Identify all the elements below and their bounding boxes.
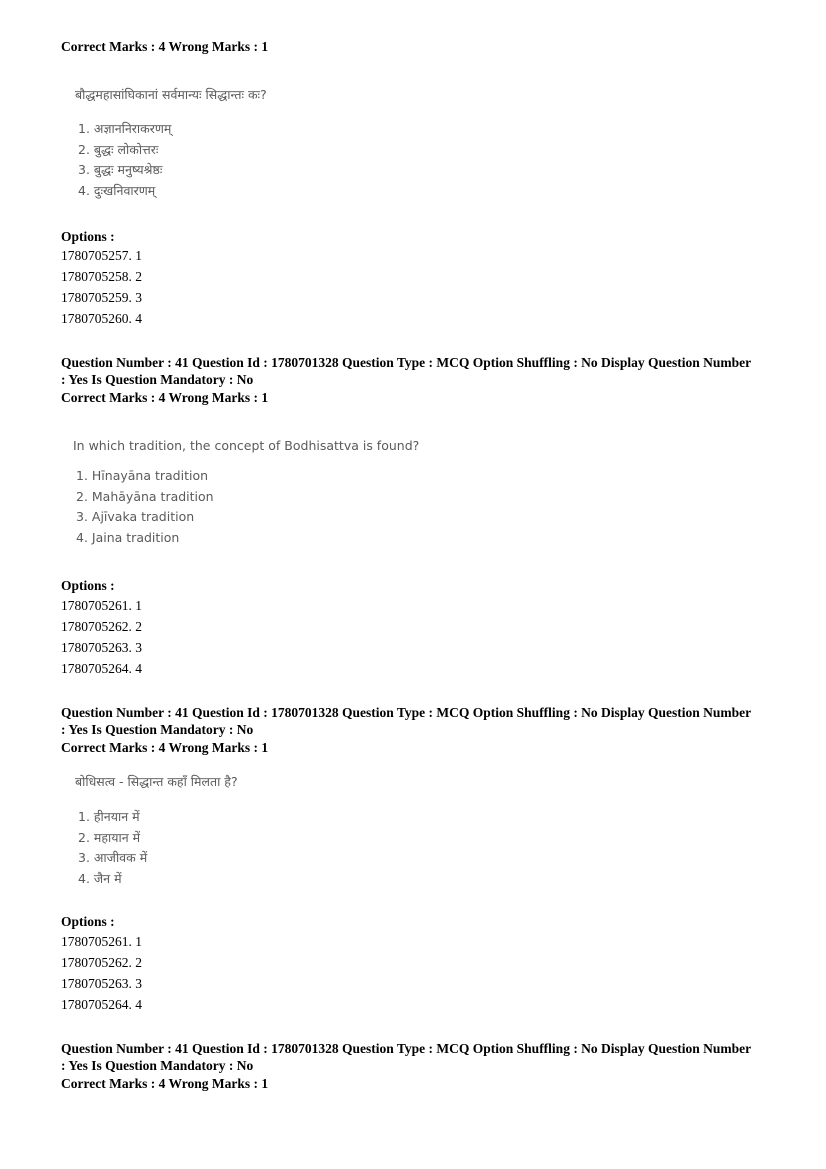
- choice-item: 4. जैन में: [78, 870, 122, 886]
- option-row: 1780705262. 2: [61, 955, 142, 970]
- question-text: बौद्धमहासांघिकानां सर्वमान्यः सिद्धान्तः कः?: [75, 87, 267, 102]
- choice-item: 1. हीनयान में: [78, 809, 140, 824]
- question-header-line: : Yes Is Question Mandatory : No: [61, 722, 254, 737]
- question-header: [61, 354, 771, 406]
- option-row: 1780705260. 4: [61, 311, 142, 326]
- question-header-line: Question Number : 41 Question Id : 1780701328 Question Type : MCQ Option Shuffling : No Display Question Number: [61, 1041, 752, 1056]
- choice-item: 4. दुःखनिवारणम्: [78, 182, 156, 198]
- question-header-line: : Yes Is Question Mandatory : No: [61, 372, 254, 387]
- option-row: 1780705264. 4: [61, 661, 142, 676]
- marks-line: Correct Marks : 4 Wrong Marks : 1: [61, 1076, 269, 1091]
- marks-line: Correct Marks : 4 Wrong Marks : 1: [61, 39, 269, 54]
- options-list: [61, 931, 142, 1015]
- option-row: 1780705261. 1: [61, 934, 142, 949]
- choice-item: 1. Hīnayāna tradition: [76, 468, 209, 483]
- options-label: Options :: [61, 229, 115, 244]
- choice-item: 4. Jaina tradition: [76, 529, 180, 545]
- question-image: [75, 86, 267, 201]
- option-row: 1780705262. 2: [61, 619, 142, 634]
- options-list: [61, 245, 142, 329]
- choice-item: 3. Ajīvaka tradition: [76, 509, 195, 524]
- question-text: In which tradition, the concept of Bodhisattva is found?: [73, 438, 420, 453]
- question-header: [61, 1040, 771, 1092]
- question-text: बोधिसत्व - सिद्धान्त कहाँ मिलता है?: [75, 774, 238, 789]
- option-row: 1780705258. 2: [61, 269, 142, 284]
- choice-item: 2. बुद्धः लोकोत्तरः: [78, 141, 159, 157]
- choice-item: 3. बुद्धः मनुष्यश्रेष्ठः: [78, 162, 163, 177]
- choice-item: 1. अज्ञाननिराकरणम्: [78, 121, 172, 136]
- options-label: Options :: [61, 578, 115, 593]
- option-row: 1780705263. 3: [61, 976, 142, 991]
- question-image: [75, 773, 238, 889]
- option-row: 1780705264. 4: [61, 997, 142, 1012]
- option-row: 1780705263. 3: [61, 640, 142, 655]
- choice-item: 3. आजीवक में: [78, 850, 148, 865]
- option-row: 1780705259. 3: [61, 290, 142, 305]
- marks-line: Correct Marks : 4 Wrong Marks : 1: [61, 740, 269, 755]
- question-image: [73, 438, 419, 548]
- question-header-line: Question Number : 41 Question Id : 1780701328 Question Type : MCQ Option Shuffling : No Display Question Number: [61, 355, 752, 370]
- choice-item: 2. Mahāyāna tradition: [76, 488, 214, 504]
- options-list: [61, 595, 142, 679]
- question-header-line: Question Number : 41 Question Id : 1780701328 Question Type : MCQ Option Shuffling : No Display Question Number: [61, 705, 752, 720]
- choice-item: 2. महायान में: [78, 829, 141, 845]
- options-label: Options :: [61, 914, 115, 929]
- option-row: 1780705257. 1: [61, 248, 142, 263]
- option-row: 1780705261. 1: [61, 598, 142, 613]
- question-header-line: : Yes Is Question Mandatory : No: [61, 1058, 254, 1073]
- marks-line: Correct Marks : 4 Wrong Marks : 1: [61, 390, 269, 405]
- question-header: [61, 704, 771, 756]
